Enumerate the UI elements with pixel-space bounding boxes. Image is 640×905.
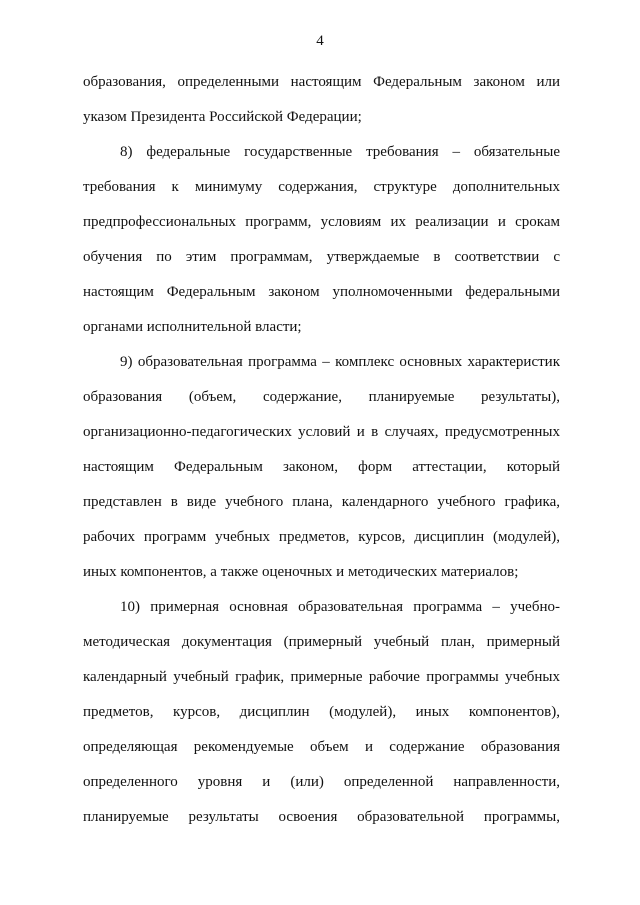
text-line: образования, определенными настоящим Федеральным законом или	[83, 74, 560, 90]
text-line: требования к минимуму содержания, структуре дополнительных	[83, 179, 560, 195]
text-line: рабочих программ учебных предметов, курсов, дисциплин (модулей),	[83, 529, 560, 545]
page-number: 4	[316, 33, 324, 49]
text-line: предметов, курсов, дисциплин (модулей), иных компонентов),	[83, 704, 560, 720]
text-line: настоящим Федеральным законом, форм аттестации, который	[83, 459, 560, 475]
text-line: иных компонентов, а также оценочных и методических материалов;	[83, 564, 519, 580]
text-line: обучения по этим программам, утверждаемые в соответствии с	[83, 249, 560, 265]
text-line: образования (объем, содержание, планируемые результаты),	[83, 389, 560, 405]
text-line: определяющая рекомендуемые объем и содержание образования	[83, 739, 560, 755]
text-line: календарный учебный график, примерные рабочие программы учебных	[83, 669, 560, 685]
text-line: предпрофессиональных программ, условиям их реализации и срокам	[83, 214, 560, 230]
text-line: органами исполнительной власти;	[83, 319, 302, 335]
text-line: 10) примерная основная образовательная программа – учебно-	[120, 599, 560, 615]
text-line: методическая документация (примерный учебный план, примерный	[83, 634, 560, 650]
text-line: настоящим Федеральным законом уполномоченными федеральными	[83, 284, 560, 300]
text-line: указом Президента Российской Федерации;	[83, 109, 362, 125]
text-line: 9) образовательная программа – комплекс основных характеристик	[120, 354, 560, 370]
text-line: планируемые результаты освоения образовательной программы,	[83, 809, 560, 825]
text-line: определенного уровня и (или) определенной направленности,	[83, 774, 560, 790]
text-line: представлен в виде учебного плана, календарного учебного графика,	[83, 494, 560, 510]
text-line: организационно-педагогических условий и в случаях, предусмотренных	[83, 424, 560, 440]
text-line: 8) федеральные государственные требования – обязательные	[120, 144, 560, 160]
